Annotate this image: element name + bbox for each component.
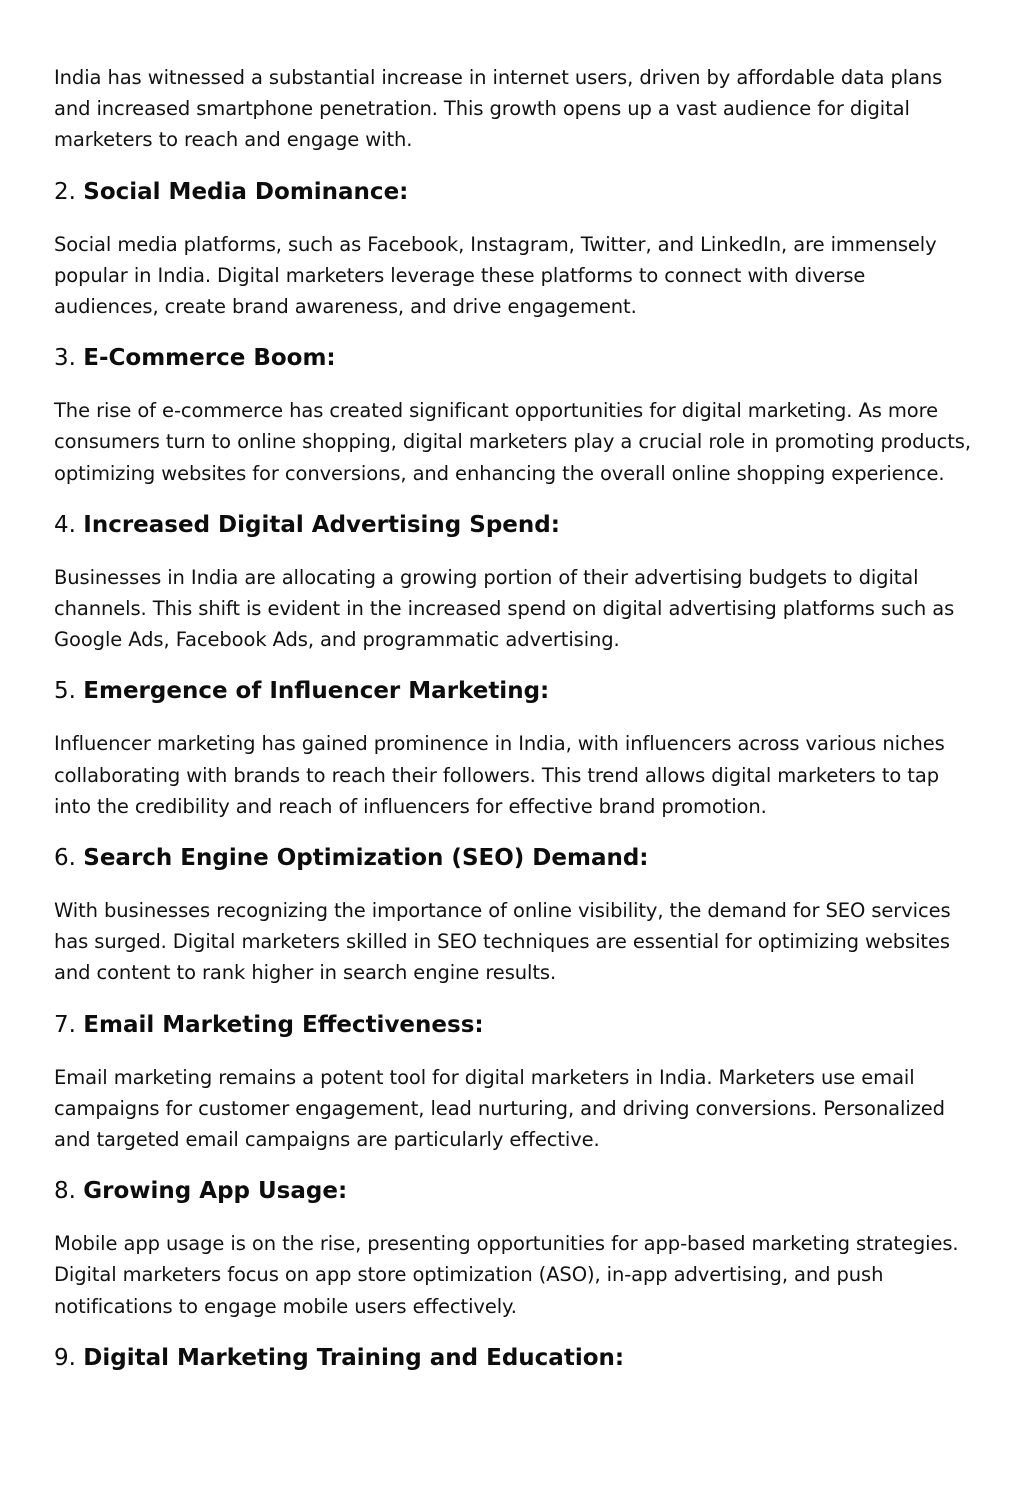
section-number: 8. xyxy=(54,1178,76,1205)
section-title: Digital Marketing Training and Education: xyxy=(83,1344,625,1371)
section-heading-email xyxy=(54,1010,974,1040)
section-title: Email Marketing Effectiveness: xyxy=(83,1011,484,1038)
section-paragraph-advertising-spend: Businesses in India are allocating a growing portion of their advertising budgets to digital channels. This shift is evident in the increased spend on digital advertising platforms such as Google Ads, Facebook Ads, and programmatic advertising. xyxy=(54,565,955,652)
section-title: Growing App Usage: xyxy=(83,1178,348,1205)
intro-paragraph: India has witnessed a substantial increase in internet users, driven by affordable data plans and increased smartphone penetration. This growth opens up a vast audience for digital marketers to reach and engage with. xyxy=(54,66,943,152)
section-number: 7. xyxy=(54,1011,76,1038)
section-paragraph-email: Email marketing remains a potent tool for digital marketers in India. Marketers use email campaigns for customer engagement, lead nurturing, and driving conversions. Personalized and targeted email campaigns are particularly effective. xyxy=(54,1065,945,1152)
section-title: E-Commerce Boom: xyxy=(83,345,336,372)
section-heading-advertising-spend xyxy=(54,510,974,540)
section-paragraph-influencer: Influencer marketing has gained prominence in India, with influencers across various niches collaborating with brands to reach their followers. This trend allows digital marketers to tap into the credibility and reach of influencers for effective brand promotion. xyxy=(54,732,945,818)
section-heading-social-media xyxy=(54,177,974,207)
section-heading-influencer xyxy=(54,676,974,706)
section-heading-app-usage xyxy=(54,1176,974,1206)
section-title: Emergence of Influencer Marketing: xyxy=(83,678,550,705)
section-number: 3. xyxy=(54,345,76,372)
section-paragraph-social-media: Social media platforms, such as Facebook, Instagram, Twitter, and LinkedIn, are immensely popular in India. Digital marketers leverage these platforms to connect with diverse audiences, create brand awareness, and drive engagement. xyxy=(54,232,937,319)
section-number: 6. xyxy=(54,845,76,872)
section-title: Social Media Dominance: xyxy=(83,178,409,205)
section-number: 5. xyxy=(54,678,76,705)
section-heading-training xyxy=(54,1343,974,1373)
section-number: 4. xyxy=(54,511,76,538)
document-page xyxy=(54,62,974,1395)
section-number: 2. xyxy=(54,178,76,205)
section-title: Search Engine Optimization (SEO) Demand: xyxy=(83,845,649,872)
section-paragraph-app-usage: Mobile app usage is on the rise, presenting opportunities for app-based marketing strategies. Digital marketers focus on app store optimization (ASO), in-app advertising, and push notifications to engage mobile users effectively. xyxy=(54,1232,959,1318)
section-title: Increased Digital Advertising Spend: xyxy=(83,511,560,538)
section-paragraph-seo: With businesses recognizing the importance of online visibility, the demand for SEO services has surged. Digital marketers skilled in SEO techniques are essential for optimizing websites and content to rank higher in search engine results. xyxy=(54,899,951,985)
section-paragraph-ecommerce: The rise of e-commerce has created significant opportunities for digital marketing. As more consumers turn to online shopping, digital marketers play a crucial role in promoting products, optimizing websites for conversions, and enhancing the overall online shopping experience. xyxy=(54,399,971,485)
section-heading-ecommerce xyxy=(54,343,974,373)
section-number: 9. xyxy=(54,1344,76,1371)
section-heading-seo xyxy=(54,843,974,873)
